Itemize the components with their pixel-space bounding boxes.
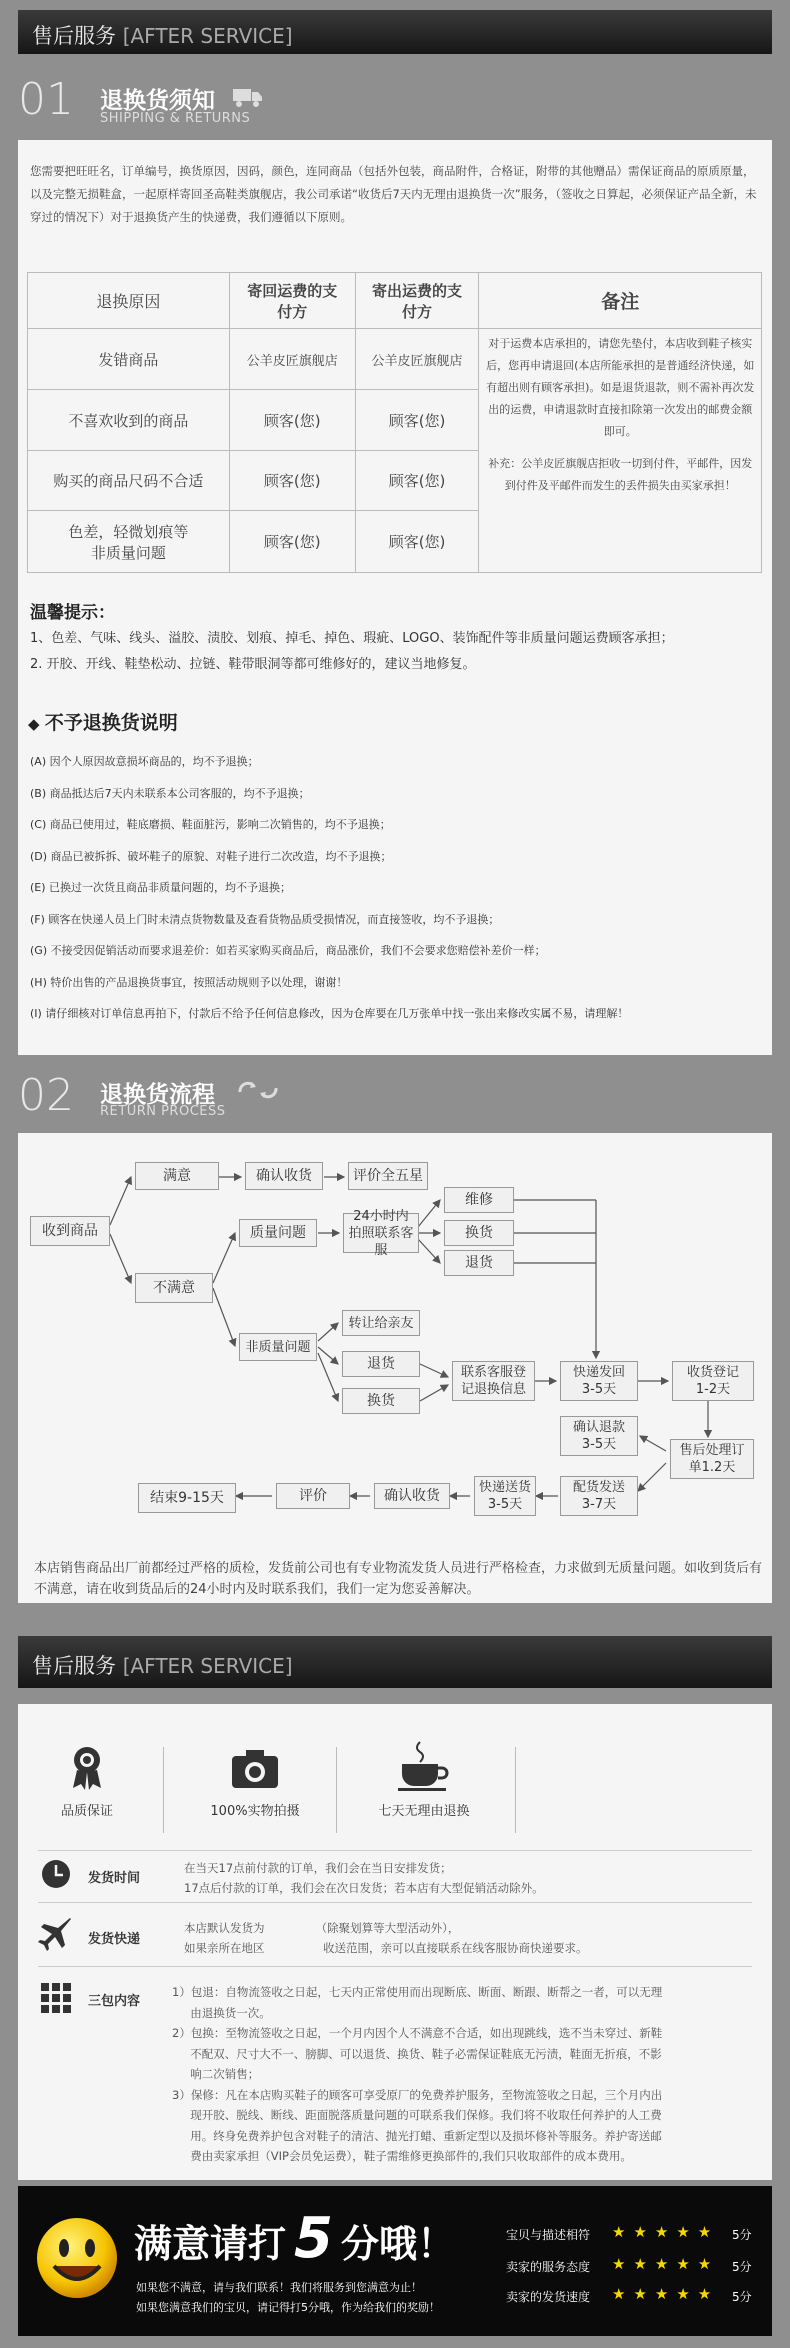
list-item: (C) 商品已使用过，鞋底磨损、鞋面脏污，影响二次销售的，均不予退换； [30, 818, 391, 831]
section-title: 退换货流程 [100, 1082, 215, 1108]
section-number: 01 [18, 74, 74, 125]
return-process-panel [18, 1133, 772, 1603]
flow-step: 换货 [342, 1388, 420, 1414]
flow-step: 确认退款3-5天 [560, 1416, 638, 1456]
badge-label: 100%实物拍摄 [210, 1804, 300, 1819]
rating-row [506, 2223, 762, 2243]
section-number: 02 [18, 1070, 74, 1121]
tip-line: 2. 开胶、开线、鞋垫松动、拉链、鞋带眼洞等都可维修好的，建议当地修复。 [30, 657, 476, 672]
flow-step: 确认收货 [374, 1483, 450, 1509]
rating-message [136, 2278, 440, 2318]
message-line: 如果您不满意，请与我们联系！我们将服务到您满意为止！ [136, 2281, 422, 2294]
flow-step: 满意 [135, 1162, 219, 1190]
table-cell: 顾客(您) [355, 390, 479, 451]
list-item: (B) 商品抵达后7天内未联系本公司客服的，均不予退换； [30, 786, 310, 800]
flow-step: 评价全五星 [348, 1162, 428, 1190]
clock-icon [40, 1858, 72, 1890]
coffee-cup-icon [396, 1740, 452, 1792]
service-line: 2）包换：至物流签收之日起，一个月内因个人不满意不合适，如出现跳线，选不当未穿过、新鞋 [172, 2026, 663, 2040]
table-cell: 不喜欢收到的商品 [28, 390, 230, 451]
divider [163, 1747, 164, 1833]
table-cell: 顾客(您) [229, 511, 355, 573]
table-cell: 顾客(您) [355, 511, 479, 573]
remark-text: 补充：公羊皮匠旗舰店拒收一切到付件，平邮件，因发到付件及平邮件而发生的丢件损失由买家承担！ [488, 457, 753, 492]
list-item: (A) 因个人原因故意损坏商品的，均不予退换； [30, 755, 259, 768]
smiley-icon [32, 2208, 122, 2308]
flow-step: 转让给亲友 [342, 1310, 420, 1336]
table-cell: 顾客(您) [355, 451, 479, 511]
flow-note: 本店销售商品出厂前都经过严格的质检，发货前公司也有专业物流发货人员进行严格检查，力求做到无质量问题。如收到货后有不满意，请在收到货品后的24小时内及时联系我们，我们一定为您妥善解决。 [34, 1561, 763, 1597]
truck-icon [232, 86, 264, 108]
divider [515, 1747, 516, 1833]
service-line: 费由卖家承担（VIP会员免运费），鞋子需维修更换部件的,我们只收取部件的成本费用。 [172, 2149, 632, 2163]
rating-row [506, 2255, 762, 2275]
shipping-fee-table [27, 272, 762, 573]
badge-label: 品质保证 [60, 1804, 113, 1819]
intro-text: 您需要把旺旺名，订单编号，换货原因，因码，颜色，连同商品（包括外包装，商品附件，合格证，附带的其他赠品）需保证商品的原质原量，以及完整无损鞋盒，一起原样寄回圣高鞋类旗舰店，我公司承诺“收货后7天内无理由退换货一次”服务，（签收之日算起，必须保证产品全新，未穿过的情况下）对于退换货产生的快递费，我们遵循以下原则。 [30, 164, 757, 224]
service-line: 由退换货一次。 [172, 2005, 271, 2020]
list-item: (E) 已换过一次货且商品非质量问题的，均不予退换； [30, 881, 292, 894]
list-item: (H) 特价出售的产品退换货事宜，按照活动规则予以处理，谢谢！ [30, 975, 348, 989]
service-line: 17点后付款的订单，我们会在次日发货；若本店有大型促销活动除外。 [184, 1881, 544, 1895]
flow-step: 24小时内拍照联系客服 [343, 1213, 419, 1253]
table-header: 寄回运费的支付方 [229, 273, 355, 329]
service-title: 发货快递 [88, 1932, 141, 1947]
divider [38, 1850, 752, 1851]
rating-score: 5分 [732, 2290, 752, 2304]
header-subtitle: [AFTER SERVICE] [122, 24, 293, 48]
header-subtitle: [AFTER SERVICE] [122, 1654, 293, 1678]
award-ribbon-icon [67, 1744, 107, 1792]
table-cell: 色差，轻微划痕等非质量问题 [28, 511, 230, 573]
service-line: 不配双、尺寸大不一、膀脚、可以退货、换货、鞋子必需保证鞋底无污渍，鞋面无折痕，不影 [172, 2046, 662, 2061]
service-line: 本店默认发货为 （除聚划算等大型活动外）， [184, 1921, 460, 1935]
flow-step: 退货 [444, 1250, 514, 1276]
service-line: 在当天17点前付款的订单，我们会在当日安排发货； [184, 1861, 452, 1875]
grid-icon [40, 1982, 72, 2014]
divider [336, 1747, 337, 1833]
section-subtitle: SHIPPING & RETURNS [100, 111, 251, 126]
flow-step: 配货发送3-7天 [560, 1476, 638, 1516]
divider [38, 1902, 752, 1903]
no-return-title [28, 708, 178, 735]
table-cell: 公羊皮匠旗舰店 [229, 329, 355, 390]
badge [44, 1744, 130, 1819]
after-service-panel [18, 1704, 772, 2180]
service-line: 响二次销售； [172, 2067, 260, 2081]
header-title: 售后服务 [32, 1654, 116, 1678]
flow-step: 质量问题 [239, 1219, 317, 1247]
camera-icon [230, 1746, 280, 1790]
rating-label: 卖家的服务态度 [506, 2260, 591, 2274]
flow-step: 评价 [276, 1483, 350, 1509]
service-text [184, 1858, 544, 1898]
rating-score: 5分 [732, 2260, 752, 2274]
table-header: 备注 [479, 273, 762, 329]
service-line: 用。终身免费养护包含对鞋子的清洁、抛光打蜡、重新定型以及损坏修补等服务。养护寄送邮 [172, 2128, 662, 2143]
service-title: 发货时间 [88, 1871, 141, 1886]
no-return-title-text: 不予退换货说明 [44, 712, 178, 734]
service-line: 3）保修：凡在本店购买鞋子的顾客可享受原厂的免费养护服务，至物流签收之日起，三个月内出 [172, 2087, 663, 2102]
rating-label: 宝贝与描述相符 [506, 2228, 591, 2242]
section-subtitle: RETURN PROCESS [100, 1104, 226, 1119]
flow-step: 快递送货3-5天 [474, 1476, 536, 1516]
service-title: 三包内容 [88, 1994, 141, 2009]
table-cell: 顾客(您) [229, 390, 355, 451]
headline-number: 5 [294, 2206, 333, 2271]
rating-headline [134, 2206, 455, 2271]
star-icon: ★★★★★ [612, 2223, 720, 2241]
no-return-list [30, 746, 765, 1030]
section-header [18, 10, 772, 54]
list-item: (F) 顾客在快递人员上门时未清点货物数量及查看货物品质受损情况，而直接签收，均不予退换； [30, 912, 500, 926]
headline-text: 分哦！ [340, 2222, 455, 2266]
table-cell: 顾客(您) [229, 451, 355, 511]
remarks-cell [479, 329, 762, 573]
flow-step: 不满意 [135, 1273, 213, 1303]
badge-label: 七天无理由退换 [378, 1804, 470, 1819]
list-item: (D) 商品已被拆拆、破坏鞋子的原貌、对鞋子进行二次改造，均不予退换； [30, 849, 392, 863]
flow-step: 非质量问题 [239, 1333, 317, 1361]
flow-step: 换货 [444, 1220, 514, 1246]
header-title: 售后服务 [32, 24, 116, 48]
flow-step: 退货 [342, 1351, 420, 1377]
airplane-icon [38, 1916, 74, 1952]
diamond-icon: ◆ [28, 715, 45, 733]
flow-step: 维修 [444, 1187, 514, 1213]
service-line: 现开胶、脱线、断线、距面脱落质量问题的可联系我们保修。我们将不收取任何养护的人工费 [172, 2108, 662, 2122]
service-line: 如果亲所在地区 收送范围，亲可以直接联系在线客服协商快递要求。 [184, 1941, 588, 1955]
tips-title: 温馨提示： [30, 603, 115, 623]
flow-step: 快递发回3-5天 [560, 1361, 638, 1401]
section-title: 退换货须知 [100, 88, 215, 114]
flow-step: 收货登记1-2天 [672, 1361, 754, 1401]
divider [38, 1966, 752, 1967]
table-header: 寄出运费的支付方 [355, 273, 479, 329]
refresh-icon [236, 1078, 280, 1102]
message-line: 如果您满意我们的宝贝，请记得打5分哦，作为给我们的奖励！ [136, 2301, 440, 2314]
list-item: (I) 请仔细核对订单信息再拍下，付款后不给予任何信息修改，因为仓库要在几万张单中找一张出来修改实属不易，请理解！ [30, 1007, 629, 1020]
headline-text: 满意请打 [134, 2222, 287, 2266]
flow-step: 结束9-15天 [138, 1483, 236, 1513]
table-cell: 发错商品 [28, 329, 230, 390]
table-cell: 公羊皮匠旗舰店 [355, 329, 479, 390]
badge [366, 1740, 482, 1819]
flow-step: 确认收货 [245, 1162, 323, 1190]
table-header: 退换原因 [28, 273, 230, 329]
service-text [172, 1982, 772, 2167]
flow-step: 售后处理订单1.2天 [670, 1439, 754, 1479]
returns-panel [18, 140, 772, 1055]
section-header [18, 1636, 772, 1688]
star-icon: ★★★★★ [612, 2255, 720, 2273]
rating-row [506, 2285, 762, 2305]
tip-line: 1、色差、气味、线头、溢胶、渍胶、划痕、掉毛、掉色、瑕疵、LOGO、装饰配件等非质量问题运费顾客承担； [30, 631, 674, 646]
service-line: 1）包退：自物流签收之日起，七天内正常使用而出现断底、断面、断跟、断帮之一者，可以无理 [172, 1985, 663, 1999]
rating-label: 卖家的发货速度 [506, 2290, 591, 2304]
list-item: (G) 不接受因促销活动而要求退差价：如若买家购买商品后，商品涨价，我们不会要求您赔偿补差价一样； [30, 944, 546, 957]
remark-text: 对于运费本店承担的，请您先垫付，本店收到鞋子核实后，您再申请退回(本店所能承担的是普通经济快递，如有超出则有顾客承担)。如是退货退款，则不需补再次发出的运费，申请退款时直接扣除第一次发出的邮费金额即可。 [486, 337, 755, 438]
badge [200, 1746, 310, 1819]
rating-banner [18, 2186, 772, 2336]
rating-score: 5分 [732, 2228, 752, 2242]
table-cell: 购买的商品尺码不合适 [28, 451, 230, 511]
flow-step: 收到商品 [30, 1216, 110, 1246]
service-text [184, 1918, 588, 1958]
star-icon: ★★★★★ [612, 2285, 720, 2303]
flow-step: 联系客服登记退换信息 [452, 1361, 535, 1401]
